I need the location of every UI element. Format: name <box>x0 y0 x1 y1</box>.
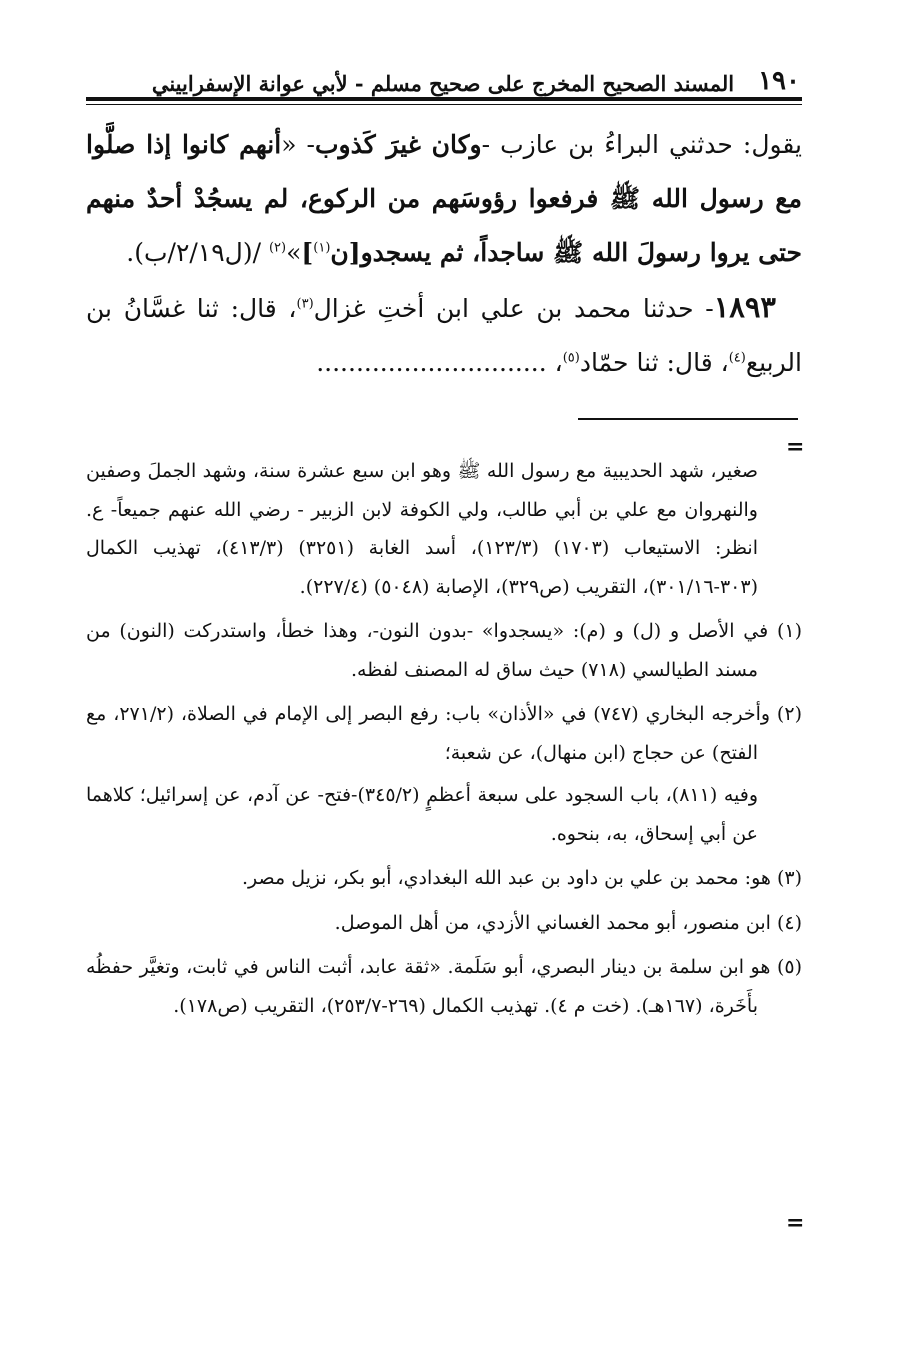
footnote-ref[interactable]: (٥) <box>562 350 580 366</box>
footnotes <box>86 452 802 1031</box>
hadith-number: ١٨٩٣ <box>713 290 776 324</box>
page-number: ١٩٠ <box>758 66 800 96</box>
footnote-2-continued: وفيه (٨١١)، باب السجود على سبعة أعظمٍ (٣٤٥/٢)-فتح- عن آدم، عن إسرائيل؛ كلاهما عن أبي إسحاق، به، بنحوه. <box>86 784 758 845</box>
footnote-1: (١) في الأصل و (ل) و (م): «يسجدوا» -بدون النون-، وهذا خطأ، واستدركت (النون) من مسند الطيالسي (٧١٨) حيث ساق له المصنف لفظه. <box>86 620 802 681</box>
footnote-ref[interactable]: (٤) <box>728 350 746 366</box>
footnote-3: (٣) هو: محمد بن علي بن داود بن عبد الله البغدادي، أبو بكر، نزيل مصر. <box>241 867 802 889</box>
footnote-4: (٤) ابن منصور، أبو محمد الغساني الأزدي، من أهل الموصل. <box>334 911 802 934</box>
footnote-separator <box>578 418 798 420</box>
footnote-continued: صغير، شهد الحديبية مع رسول الله ﷺ وهو ابن سبع عشرة سنة، وشهد الجملَ وصفين والنهروان مع علي بن أبي طالب، ولي الكوفة لابن الزبير - رضي الله عنهم جميعاً- ع. انظر: الاستيعاب (١٧٠٣) (١٢٣/٣)، أسد الغابة (٣٢٥١) (٤١٣/٣)، تهذيب الكمال (٣٠٣-٣٠١/١٦)، التقريب (ص٣٢٩)، الإصابة (٥٠٤٨) (٢٢٧/٤). <box>86 460 758 598</box>
isnad-text: ، قال: ثنا حمّاد <box>579 348 729 377</box>
quote-close: » <box>286 238 302 267</box>
footnote-2: (٢) وأخرجه البخاري (٧٤٧) في «الأذان» باب: رفع البصر إلى الإمام في الصلاة، (٢٧١/٢، مع الفتح) عن حجاج (ابن منهال)، عن شعبة؛ <box>86 703 802 764</box>
hadith-continuation <box>86 118 802 280</box>
text-run: - « <box>281 130 315 159</box>
manuscript-folio: /(ل٢/١٩/ب). <box>126 238 269 267</box>
header-rule <box>86 97 802 101</box>
header-rule-thin <box>86 104 802 105</box>
hadith-matn: أنهم كانوا إذا صلَّوا مع رسول الله ﷺ فرفعوا رؤوسَهم من الركوع، لم يسجُدْ أحدٌ منهم حتى يروا رسولَ الله ﷺ ساجداً، ثم يسجدو[ن <box>86 130 802 267</box>
running-header <box>88 56 800 96</box>
footnote-ref[interactable]: (٢) <box>268 240 287 256</box>
footnote-ref[interactable]: (٣) <box>296 296 314 312</box>
continuation-dots: ............................. <box>316 348 547 377</box>
continuation-mark-bottom: = <box>786 1210 805 1236</box>
isnad-text: ، <box>546 348 563 377</box>
main-text <box>86 118 802 390</box>
footnote-5: (٥) هو ابن سلمة بن دينار البصري، أبو سَلَمة. «ثقة عابد، أثبت الناس في ثابت، وتغيَّر حفظُه بأَخَرة، (١٦٧هـ). (خت م ٤). تهذيب الكمال (٢٦٩-٢٥٣/٧)، التقريب (ص١٧٨). <box>86 956 802 1017</box>
isnad-text: ، قال: ثنا غسَّانُ بن الربيع <box>86 294 802 377</box>
hadith-1893 <box>86 280 802 390</box>
footnote-ref[interactable]: (١) <box>313 240 331 256</box>
bold-phrase: وكان غيرَ كَذوب <box>315 130 482 159</box>
book-title: المسند الصحيح المخرج على صحيح مسلم - لأبي عوانة الإسفراييني <box>151 71 735 96</box>
bracket: ] <box>301 238 314 267</box>
isnad-text: - حدثنا محمد بن علي ابن أختِ غزال <box>313 294 714 323</box>
text-run: يقول: حدثني البراءُ بن عازب - <box>481 130 803 159</box>
continuation-mark-top: = <box>786 434 805 460</box>
